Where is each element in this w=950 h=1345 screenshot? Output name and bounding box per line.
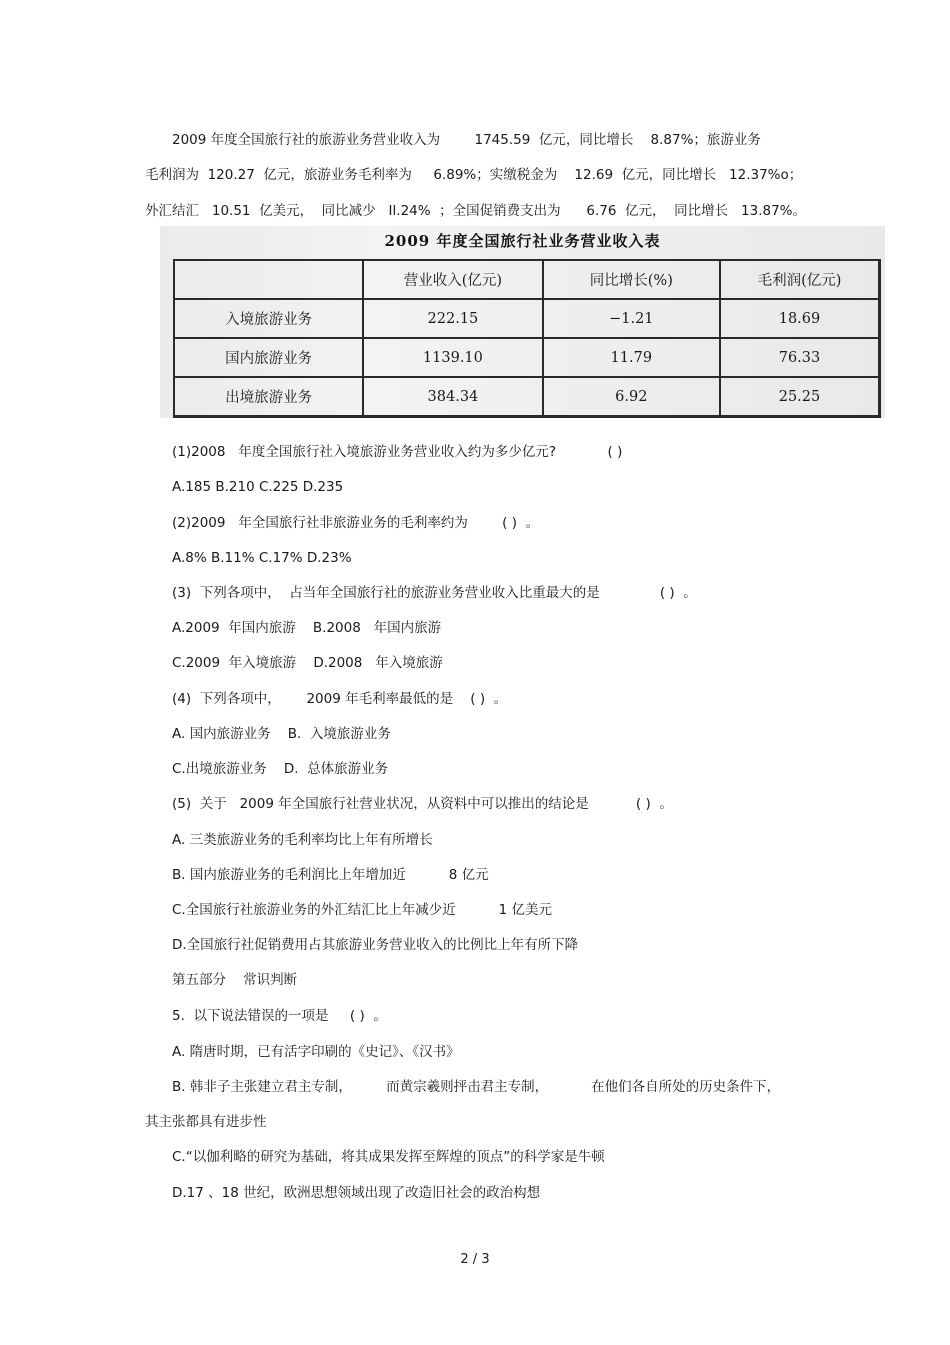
table-cell: 6.92 xyxy=(543,377,720,417)
revenue-table xyxy=(173,259,881,418)
question-2: (2)2009 年全国旅行社非旅游业务的毛利率约为 ( ) 。 xyxy=(172,515,540,531)
section-option-b-line-1: B. 韩非子主张建立君主专制， 而黄宗羲则抨击君主专制， 在他们各自所处的历史条件下， xyxy=(172,1079,781,1095)
intro-line-3: 外汇结汇 10.51 亿美元， 同比减少 Il.24% ；全国促销费支出为 6.76 亿元， 同比增长 13.87%。 xyxy=(145,203,806,219)
question-5-option-a: A. 三类旅游业务的毛利率均比上年有所增长 xyxy=(172,832,433,848)
section-title: 第五部分 常识判断 xyxy=(172,972,298,988)
table-cell: 11.79 xyxy=(543,338,720,377)
table-header-cell xyxy=(174,260,363,299)
table-header-cell: 同比增长(%) xyxy=(543,260,720,299)
table-cell: 384.34 xyxy=(363,377,542,417)
section-option-d: D.17 、18 世纪，欧洲思想领域出现了改造旧社会的政治构想 xyxy=(172,1185,541,1201)
table-row xyxy=(174,338,880,377)
table-cell: −1.21 xyxy=(543,299,720,338)
revenue-table-image xyxy=(160,226,885,418)
question-5-option-c: C.全国旅行社旅游业务的外汇结汇比上年减少近 1 亿美元 xyxy=(172,902,553,918)
section-option-b-line-2: 其主张都具有进步性 xyxy=(145,1114,267,1130)
intro-line-1: 2009 年度全国旅行社的旅游业务营业收入为 1745.59 亿元，同比增长 8.87%；旅游业务 xyxy=(172,132,761,148)
question-3-options-a: A.2009 年国内旅游 B.2008 年国内旅游 xyxy=(172,620,442,636)
section-option-a: A. 隋唐时期，已有活字印刷的《史记》、《汉书》 xyxy=(172,1044,460,1060)
question-3: (3) 下列各项中， 占当年全国旅行社的旅游业务营业收入比重最大的是 ( ) 。 xyxy=(172,585,697,601)
table-cell: 76.33 xyxy=(720,338,880,377)
question-1: (1)2008 年度全国旅行社入境旅游业务营业收入约为多少亿元? ( ) xyxy=(172,444,623,460)
section-question: 5. 以下说法错误的一项是 ( ) 。 xyxy=(172,1008,387,1024)
table-title: 2009 年度全国旅行社业务营业收入表 xyxy=(384,232,661,250)
table-header-row xyxy=(174,260,880,299)
question-2-options: A.8% B.11% C.17% D.23% xyxy=(172,550,352,566)
table-header-cell: 毛利润(亿元) xyxy=(720,260,880,299)
table-cell: 222.15 xyxy=(363,299,542,338)
question-5: (5) 关于 2009 年全国旅行社营业状况，从资料中可以推出的结论是 ( ) 。 xyxy=(172,796,673,812)
question-4-options-a: A. 国内旅游业务 B. 入境旅游业务 xyxy=(172,726,391,742)
table-cell: 入境旅游业务 xyxy=(174,299,363,338)
table-cell: 1139.10 xyxy=(363,338,542,377)
intro-line-2: 毛利润为 120.27 亿元，旅游业务毛利率为 6.89%；实缴税金为 12.69 亿元，同比增长 12.37%o； xyxy=(145,167,803,183)
question-5-option-b: B. 国内旅游业务的毛利润比上年增加近 8 亿元 xyxy=(172,867,489,883)
table-row xyxy=(174,299,880,338)
question-4: (4) 下列各项中， 2009 年毛利率最低的是 ( ) 。 xyxy=(172,691,508,707)
table-header-cell: 营业收入(亿元) xyxy=(363,260,542,299)
question-3-options-b: C.2009 年入境旅游 D.2008 年入境旅游 xyxy=(172,655,443,671)
question-5-option-d: D.全国旅行社促销费用占其旅游业务营业收入的比例比上年有所下降 xyxy=(172,937,579,953)
table-cell: 出境旅游业务 xyxy=(174,377,363,417)
table-row xyxy=(174,377,880,417)
page-number: 2 / 3 xyxy=(460,1252,490,1267)
table-cell: 国内旅游业务 xyxy=(174,338,363,377)
question-4-options-b: C.出境旅游业务 D. 总体旅游业务 xyxy=(172,761,389,777)
table-cell: 25.25 xyxy=(720,377,880,417)
section-option-c: C.“以伽利略的研究为基础，将其成果发挥至辉煌的顶点”的科学家是牛顿 xyxy=(172,1149,605,1165)
question-1-options: A.185 B.210 C.225 D.235 xyxy=(172,479,344,495)
table-cell: 18.69 xyxy=(720,299,880,338)
